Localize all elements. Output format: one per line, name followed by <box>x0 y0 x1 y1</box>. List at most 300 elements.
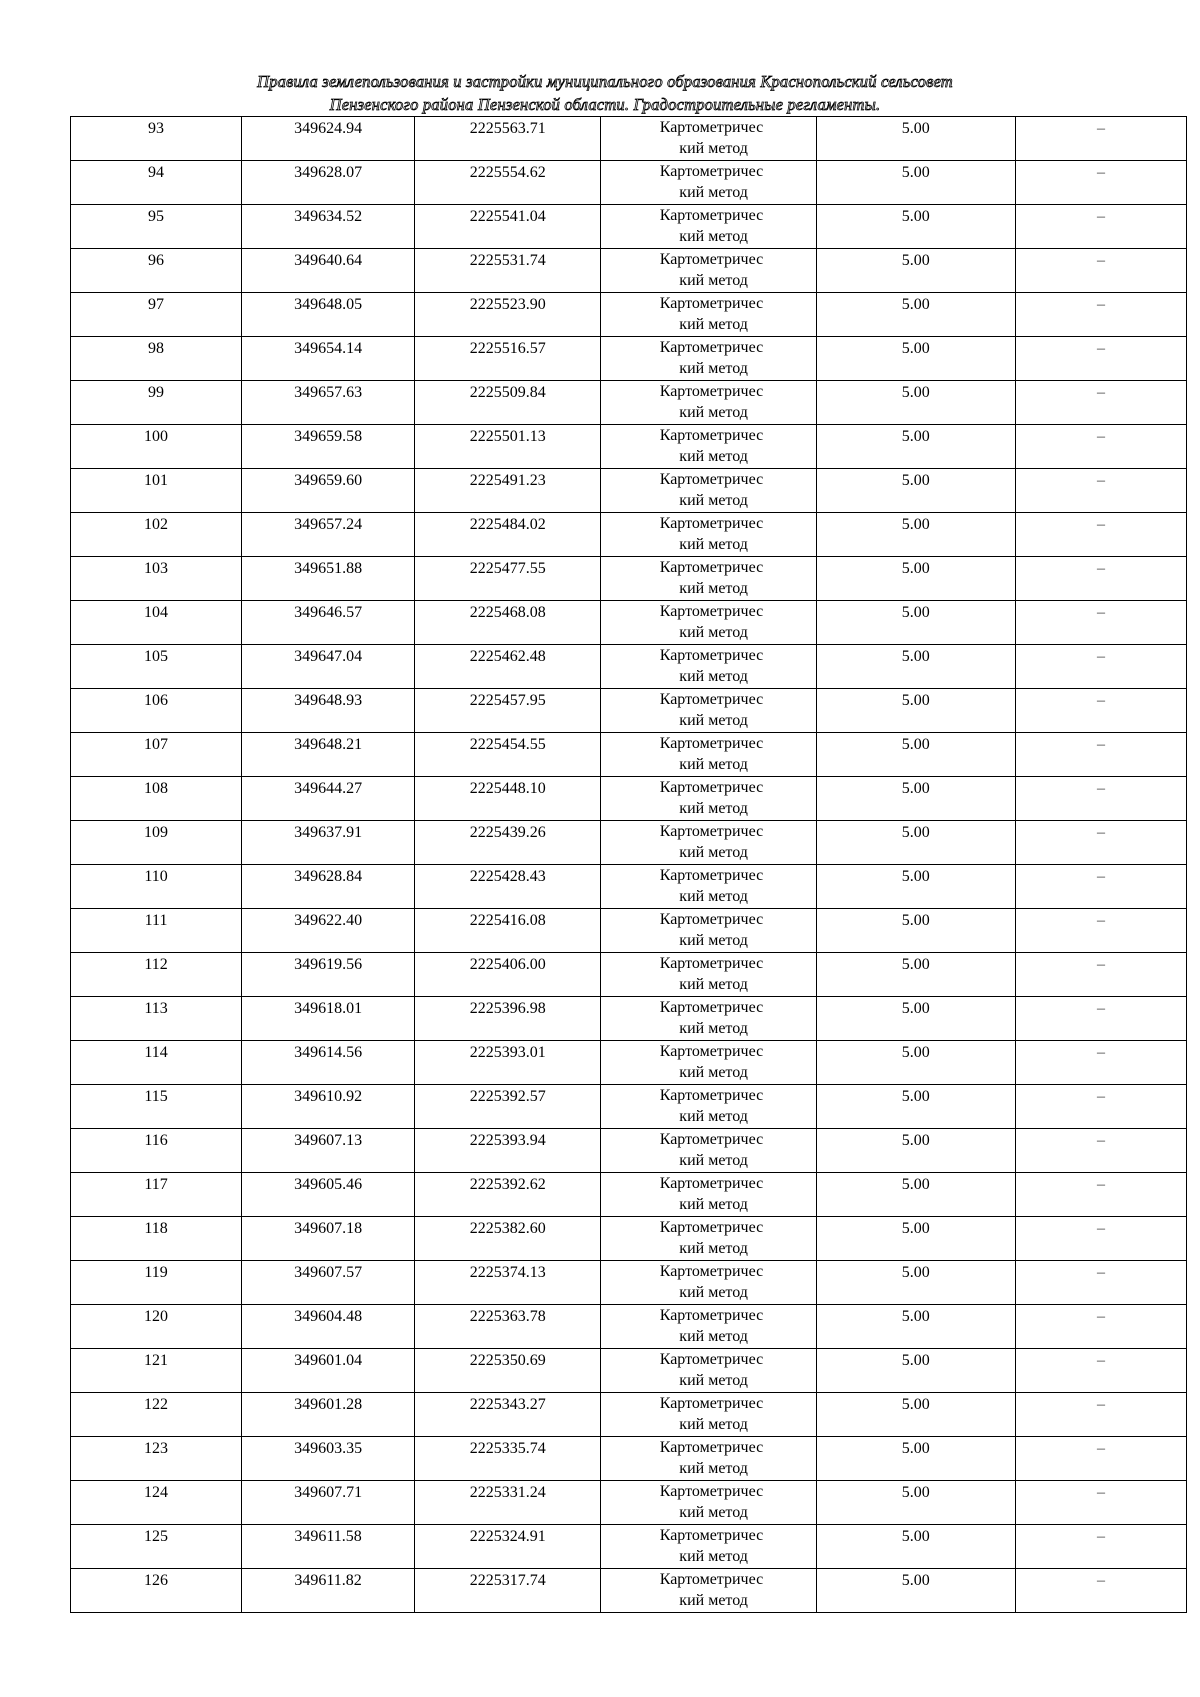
table-row <box>71 1261 1187 1305</box>
y-coordinate-cell: 2225516.57 <box>415 337 601 381</box>
method-line-1: Картометричес <box>659 383 764 400</box>
point-number-cell: 113 <box>71 997 242 1041</box>
method-line-1: Картометричес <box>659 119 764 136</box>
accuracy-cell: 5.00 <box>816 909 1015 953</box>
table-row <box>71 469 1187 513</box>
method-cell <box>601 689 816 733</box>
table-row <box>71 293 1187 337</box>
accuracy-cell: 5.00 <box>816 733 1015 777</box>
point-number-cell: 124 <box>71 1481 242 1525</box>
method-line-1: Картометричес <box>659 735 764 752</box>
y-coordinate-cell: 2225393.94 <box>415 1129 601 1173</box>
x-coordinate-cell: 349648.05 <box>242 293 415 337</box>
y-coordinate-cell: 2225317.74 <box>415 1569 601 1613</box>
point-number-cell: 96 <box>71 249 242 293</box>
accuracy-cell: 5.00 <box>816 249 1015 293</box>
method-line-2: кий метод <box>679 888 748 905</box>
y-coordinate-cell: 2225563.71 <box>415 117 601 161</box>
method-cell <box>601 513 816 557</box>
method-line-2: кий метод <box>679 1108 748 1125</box>
y-coordinate-cell: 2225491.23 <box>415 469 601 513</box>
point-number-cell: 118 <box>71 1217 242 1261</box>
y-coordinate-cell: 2225331.24 <box>415 1481 601 1525</box>
accuracy-cell: 5.00 <box>816 1129 1015 1173</box>
point-number-cell: 94 <box>71 161 242 205</box>
x-coordinate-cell: 349619.56 <box>242 953 415 997</box>
x-coordinate-cell: 349601.28 <box>242 1393 415 1437</box>
point-number-cell: 106 <box>71 689 242 733</box>
table-row <box>71 997 1187 1041</box>
note-cell: – <box>1015 1129 1186 1173</box>
table-row <box>71 1437 1187 1481</box>
y-coordinate-cell: 2225531.74 <box>415 249 601 293</box>
point-number-cell: 98 <box>71 337 242 381</box>
method-line-2: кий метод <box>679 932 748 949</box>
method-line-2: кий метод <box>679 316 748 333</box>
note-cell: – <box>1015 557 1186 601</box>
y-coordinate-cell: 2225363.78 <box>415 1305 601 1349</box>
y-coordinate-cell: 2225324.91 <box>415 1525 601 1569</box>
method-line-1: Картометричес <box>659 1527 764 1544</box>
coordinates-table <box>70 116 1187 1613</box>
method-line-1: Картометричес <box>659 559 764 576</box>
method-line-2: кий метод <box>679 448 748 465</box>
method-line-1: Картометричес <box>659 1175 764 1192</box>
point-number-cell: 112 <box>71 953 242 997</box>
y-coordinate-cell: 2225350.69 <box>415 1349 601 1393</box>
method-line-2: кий метод <box>679 272 748 289</box>
table-row <box>71 425 1187 469</box>
note-cell: – <box>1015 953 1186 997</box>
x-coordinate-cell: 349648.21 <box>242 733 415 777</box>
y-coordinate-cell: 2225406.00 <box>415 953 601 997</box>
header-line-1: Правила землепользования и застройки муниципального образования Краснопольский сельсовет <box>257 72 953 91</box>
method-cell <box>601 1437 816 1481</box>
point-number-cell: 125 <box>71 1525 242 1569</box>
method-line-2: кий метод <box>679 1592 748 1609</box>
point-number-cell: 107 <box>71 733 242 777</box>
x-coordinate-cell: 349654.14 <box>242 337 415 381</box>
method-line-1: Картометричес <box>659 515 764 532</box>
method-cell <box>601 161 816 205</box>
table-row <box>71 1349 1187 1393</box>
note-cell: – <box>1015 117 1186 161</box>
header-line-2: Пензенского района Пензенской области. Градостроительные регламенты. <box>329 95 881 114</box>
method-cell <box>601 1393 816 1437</box>
method-line-1: Картометричес <box>659 999 764 1016</box>
method-line-1: Картометричес <box>659 1439 764 1456</box>
accuracy-cell: 5.00 <box>816 645 1015 689</box>
x-coordinate-cell: 349644.27 <box>242 777 415 821</box>
method-cell <box>601 1085 816 1129</box>
x-coordinate-cell: 349611.82 <box>242 1569 415 1613</box>
table-row <box>71 557 1187 601</box>
table-row <box>71 1305 1187 1349</box>
note-cell: – <box>1015 997 1186 1041</box>
method-line-2: кий метод <box>679 404 748 421</box>
table-row <box>71 117 1187 161</box>
accuracy-cell: 5.00 <box>816 1481 1015 1525</box>
method-cell <box>601 601 816 645</box>
note-cell: – <box>1015 161 1186 205</box>
note-cell: – <box>1015 777 1186 821</box>
accuracy-cell: 5.00 <box>816 205 1015 249</box>
method-line-1: Картометричес <box>659 911 764 928</box>
method-line-2: кий метод <box>679 1240 748 1257</box>
table-row <box>71 1041 1187 1085</box>
point-number-cell: 110 <box>71 865 242 909</box>
method-line-1: Картометричес <box>659 1307 764 1324</box>
point-number-cell: 103 <box>71 557 242 601</box>
point-number-cell: 123 <box>71 1437 242 1481</box>
table-row <box>71 513 1187 557</box>
y-coordinate-cell: 2225392.62 <box>415 1173 601 1217</box>
point-number-cell: 115 <box>71 1085 242 1129</box>
x-coordinate-cell: 349605.46 <box>242 1173 415 1217</box>
point-number-cell: 104 <box>71 601 242 645</box>
x-coordinate-cell: 349659.58 <box>242 425 415 469</box>
table-row <box>71 1129 1187 1173</box>
x-coordinate-cell: 349637.91 <box>242 821 415 865</box>
method-line-2: кий метод <box>679 668 748 685</box>
x-coordinate-cell: 349657.63 <box>242 381 415 425</box>
method-cell <box>601 1349 816 1393</box>
y-coordinate-cell: 2225468.08 <box>415 601 601 645</box>
method-line-1: Картометричес <box>659 1087 764 1104</box>
y-coordinate-cell: 2225416.08 <box>415 909 601 953</box>
note-cell: – <box>1015 601 1186 645</box>
table-row <box>71 1525 1187 1569</box>
note-cell: – <box>1015 645 1186 689</box>
method-cell <box>601 909 816 953</box>
note-cell: – <box>1015 1525 1186 1569</box>
method-cell <box>601 557 816 601</box>
note-cell: – <box>1015 909 1186 953</box>
method-line-1: Картометричес <box>659 1395 764 1412</box>
method-line-1: Картометричес <box>659 1131 764 1148</box>
y-coordinate-cell: 2225428.43 <box>415 865 601 909</box>
method-line-1: Картометричес <box>659 471 764 488</box>
point-number-cell: 121 <box>71 1349 242 1393</box>
accuracy-cell: 5.00 <box>816 1041 1015 1085</box>
note-cell: – <box>1015 1569 1186 1613</box>
table-row <box>71 953 1187 997</box>
method-line-2: кий метод <box>679 1372 748 1389</box>
point-number-cell: 114 <box>71 1041 242 1085</box>
accuracy-cell: 5.00 <box>816 1393 1015 1437</box>
page-header <box>200 70 1010 116</box>
x-coordinate-cell: 349657.24 <box>242 513 415 557</box>
y-coordinate-cell: 2225439.26 <box>415 821 601 865</box>
x-coordinate-cell: 349659.60 <box>242 469 415 513</box>
method-line-2: кий метод <box>679 756 748 773</box>
x-coordinate-cell: 349647.04 <box>242 645 415 689</box>
method-line-1: Картометричес <box>659 163 764 180</box>
note-cell: – <box>1015 1085 1186 1129</box>
method-cell <box>601 733 816 777</box>
y-coordinate-cell: 2225392.57 <box>415 1085 601 1129</box>
method-line-1: Картометричес <box>659 691 764 708</box>
note-cell: – <box>1015 1305 1186 1349</box>
method-line-1: Картометричес <box>659 1483 764 1500</box>
accuracy-cell: 5.00 <box>816 953 1015 997</box>
point-number-cell: 100 <box>71 425 242 469</box>
point-number-cell: 97 <box>71 293 242 337</box>
accuracy-cell: 5.00 <box>816 161 1015 205</box>
accuracy-cell: 5.00 <box>816 337 1015 381</box>
method-cell <box>601 1217 816 1261</box>
x-coordinate-cell: 349646.57 <box>242 601 415 645</box>
note-cell: – <box>1015 1481 1186 1525</box>
note-cell: – <box>1015 1261 1186 1305</box>
point-number-cell: 108 <box>71 777 242 821</box>
method-cell <box>601 337 816 381</box>
method-line-1: Картометричес <box>659 955 764 972</box>
accuracy-cell: 5.00 <box>816 1085 1015 1129</box>
note-cell: – <box>1015 469 1186 513</box>
point-number-cell: 101 <box>71 469 242 513</box>
method-line-1: Картометричес <box>659 427 764 444</box>
method-line-1: Картометричес <box>659 1351 764 1368</box>
table-row <box>71 1217 1187 1261</box>
method-line-2: кий метод <box>679 1504 748 1521</box>
method-line-1: Картометричес <box>659 1263 764 1280</box>
method-cell <box>601 249 816 293</box>
method-line-2: кий метод <box>679 976 748 993</box>
y-coordinate-cell: 2225343.27 <box>415 1393 601 1437</box>
note-cell: – <box>1015 249 1186 293</box>
x-coordinate-cell: 349601.04 <box>242 1349 415 1393</box>
accuracy-cell: 5.00 <box>816 469 1015 513</box>
table-row <box>71 777 1187 821</box>
point-number-cell: 122 <box>71 1393 242 1437</box>
x-coordinate-cell: 349634.52 <box>242 205 415 249</box>
note-cell: – <box>1015 337 1186 381</box>
note-cell: – <box>1015 733 1186 777</box>
x-coordinate-cell: 349640.64 <box>242 249 415 293</box>
accuracy-cell: 5.00 <box>816 865 1015 909</box>
note-cell: – <box>1015 513 1186 557</box>
note-cell: – <box>1015 1217 1186 1261</box>
x-coordinate-cell: 349628.07 <box>242 161 415 205</box>
method-cell <box>601 381 816 425</box>
accuracy-cell: 5.00 <box>816 381 1015 425</box>
y-coordinate-cell: 2225382.60 <box>415 1217 601 1261</box>
method-cell <box>601 1129 816 1173</box>
x-coordinate-cell: 349607.71 <box>242 1481 415 1525</box>
method-cell <box>601 469 816 513</box>
y-coordinate-cell: 2225554.62 <box>415 161 601 205</box>
method-line-2: кий метод <box>679 1152 748 1169</box>
x-coordinate-cell: 349607.57 <box>242 1261 415 1305</box>
accuracy-cell: 5.00 <box>816 293 1015 337</box>
method-line-2: кий метод <box>679 360 748 377</box>
method-line-2: кий метод <box>679 1328 748 1345</box>
method-line-2: кий метод <box>679 536 748 553</box>
method-line-2: кий метод <box>679 580 748 597</box>
method-cell <box>601 1481 816 1525</box>
point-number-cell: 126 <box>71 1569 242 1613</box>
point-number-cell: 102 <box>71 513 242 557</box>
method-line-1: Картометричес <box>659 1043 764 1060</box>
method-line-2: кий метод <box>679 228 748 245</box>
x-coordinate-cell: 349628.84 <box>242 865 415 909</box>
method-line-1: Картометричес <box>659 1219 764 1236</box>
note-cell: – <box>1015 689 1186 733</box>
note-cell: – <box>1015 865 1186 909</box>
method-line-2: кий метод <box>679 492 748 509</box>
x-coordinate-cell: 349607.13 <box>242 1129 415 1173</box>
method-cell <box>601 293 816 337</box>
accuracy-cell: 5.00 <box>816 1305 1015 1349</box>
x-coordinate-cell: 349607.18 <box>242 1217 415 1261</box>
note-cell: – <box>1015 821 1186 865</box>
method-cell <box>601 425 816 469</box>
y-coordinate-cell: 2225509.84 <box>415 381 601 425</box>
method-line-2: кий метод <box>679 844 748 861</box>
method-cell <box>601 865 816 909</box>
note-cell: – <box>1015 1173 1186 1217</box>
note-cell: – <box>1015 1041 1186 1085</box>
x-coordinate-cell: 349604.48 <box>242 1305 415 1349</box>
table-row <box>71 161 1187 205</box>
accuracy-cell: 5.00 <box>816 1525 1015 1569</box>
method-line-2: кий метод <box>679 1196 748 1213</box>
note-cell: – <box>1015 205 1186 249</box>
method-line-2: кий метод <box>679 624 748 641</box>
accuracy-cell: 5.00 <box>816 1437 1015 1481</box>
method-cell <box>601 1525 816 1569</box>
table-row <box>71 249 1187 293</box>
coordinates-table-body <box>71 117 1187 1613</box>
accuracy-cell: 5.00 <box>816 557 1015 601</box>
method-line-1: Картометричес <box>659 339 764 356</box>
method-cell <box>601 1173 816 1217</box>
method-line-1: Картометричес <box>659 207 764 224</box>
y-coordinate-cell: 2225462.48 <box>415 645 601 689</box>
y-coordinate-cell: 2225454.55 <box>415 733 601 777</box>
x-coordinate-cell: 349603.35 <box>242 1437 415 1481</box>
method-line-2: кий метод <box>679 184 748 201</box>
y-coordinate-cell: 2225457.95 <box>415 689 601 733</box>
table-row <box>71 205 1187 249</box>
table-row <box>71 337 1187 381</box>
table-row <box>71 865 1187 909</box>
method-line-1: Картометричес <box>659 1571 764 1588</box>
y-coordinate-cell: 2225374.13 <box>415 1261 601 1305</box>
accuracy-cell: 5.00 <box>816 1217 1015 1261</box>
method-line-2: кий метод <box>679 1416 748 1433</box>
method-line-1: Картометричес <box>659 867 764 884</box>
method-line-2: кий метод <box>679 1020 748 1037</box>
accuracy-cell: 5.00 <box>816 601 1015 645</box>
point-number-cell: 109 <box>71 821 242 865</box>
method-cell <box>601 1041 816 1085</box>
table-row <box>71 821 1187 865</box>
method-line-1: Картометричес <box>659 251 764 268</box>
y-coordinate-cell: 2225396.98 <box>415 997 601 1041</box>
x-coordinate-cell: 349624.94 <box>242 117 415 161</box>
point-number-cell: 93 <box>71 117 242 161</box>
x-coordinate-cell: 349651.88 <box>242 557 415 601</box>
accuracy-cell: 5.00 <box>816 1173 1015 1217</box>
y-coordinate-cell: 2225393.01 <box>415 1041 601 1085</box>
method-cell <box>601 997 816 1041</box>
table-row <box>71 909 1187 953</box>
accuracy-cell: 5.00 <box>816 1349 1015 1393</box>
y-coordinate-cell: 2225448.10 <box>415 777 601 821</box>
table-row <box>71 381 1187 425</box>
method-line-1: Картометричес <box>659 603 764 620</box>
accuracy-cell: 5.00 <box>816 1261 1015 1305</box>
accuracy-cell: 5.00 <box>816 425 1015 469</box>
accuracy-cell: 5.00 <box>816 1569 1015 1613</box>
note-cell: – <box>1015 1349 1186 1393</box>
method-line-2: кий метод <box>679 1460 748 1477</box>
table-row <box>71 1569 1187 1613</box>
method-cell <box>601 821 816 865</box>
accuracy-cell: 5.00 <box>816 777 1015 821</box>
method-cell <box>601 953 816 997</box>
method-line-2: кий метод <box>679 1064 748 1081</box>
method-line-1: Картометричес <box>659 295 764 312</box>
accuracy-cell: 5.00 <box>816 117 1015 161</box>
table-row <box>71 645 1187 689</box>
point-number-cell: 95 <box>71 205 242 249</box>
point-number-cell: 111 <box>71 909 242 953</box>
accuracy-cell: 5.00 <box>816 821 1015 865</box>
point-number-cell: 117 <box>71 1173 242 1217</box>
table-row <box>71 733 1187 777</box>
note-cell: – <box>1015 381 1186 425</box>
note-cell: – <box>1015 1393 1186 1437</box>
x-coordinate-cell: 349618.01 <box>242 997 415 1041</box>
method-cell <box>601 1305 816 1349</box>
table-row <box>71 1173 1187 1217</box>
method-line-2: кий метод <box>679 140 748 157</box>
method-line-1: Картометричес <box>659 779 764 796</box>
method-cell <box>601 645 816 689</box>
table-row <box>71 601 1187 645</box>
note-cell: – <box>1015 425 1186 469</box>
accuracy-cell: 5.00 <box>816 689 1015 733</box>
y-coordinate-cell: 2225335.74 <box>415 1437 601 1481</box>
note-cell: – <box>1015 1437 1186 1481</box>
y-coordinate-cell: 2225484.02 <box>415 513 601 557</box>
method-cell <box>601 777 816 821</box>
accuracy-cell: 5.00 <box>816 997 1015 1041</box>
x-coordinate-cell: 349614.56 <box>242 1041 415 1085</box>
method-line-2: кий метод <box>679 1548 748 1565</box>
method-line-1: Картометричес <box>659 823 764 840</box>
method-cell <box>601 117 816 161</box>
y-coordinate-cell: 2225501.13 <box>415 425 601 469</box>
point-number-cell: 120 <box>71 1305 242 1349</box>
method-line-2: кий метод <box>679 1284 748 1301</box>
method-cell <box>601 205 816 249</box>
point-number-cell: 105 <box>71 645 242 689</box>
x-coordinate-cell: 349622.40 <box>242 909 415 953</box>
y-coordinate-cell: 2225541.04 <box>415 205 601 249</box>
accuracy-cell: 5.00 <box>816 513 1015 557</box>
point-number-cell: 116 <box>71 1129 242 1173</box>
x-coordinate-cell: 349611.58 <box>242 1525 415 1569</box>
y-coordinate-cell: 2225523.90 <box>415 293 601 337</box>
table-row <box>71 1481 1187 1525</box>
point-number-cell: 119 <box>71 1261 242 1305</box>
table-row <box>71 1393 1187 1437</box>
method-cell <box>601 1261 816 1305</box>
